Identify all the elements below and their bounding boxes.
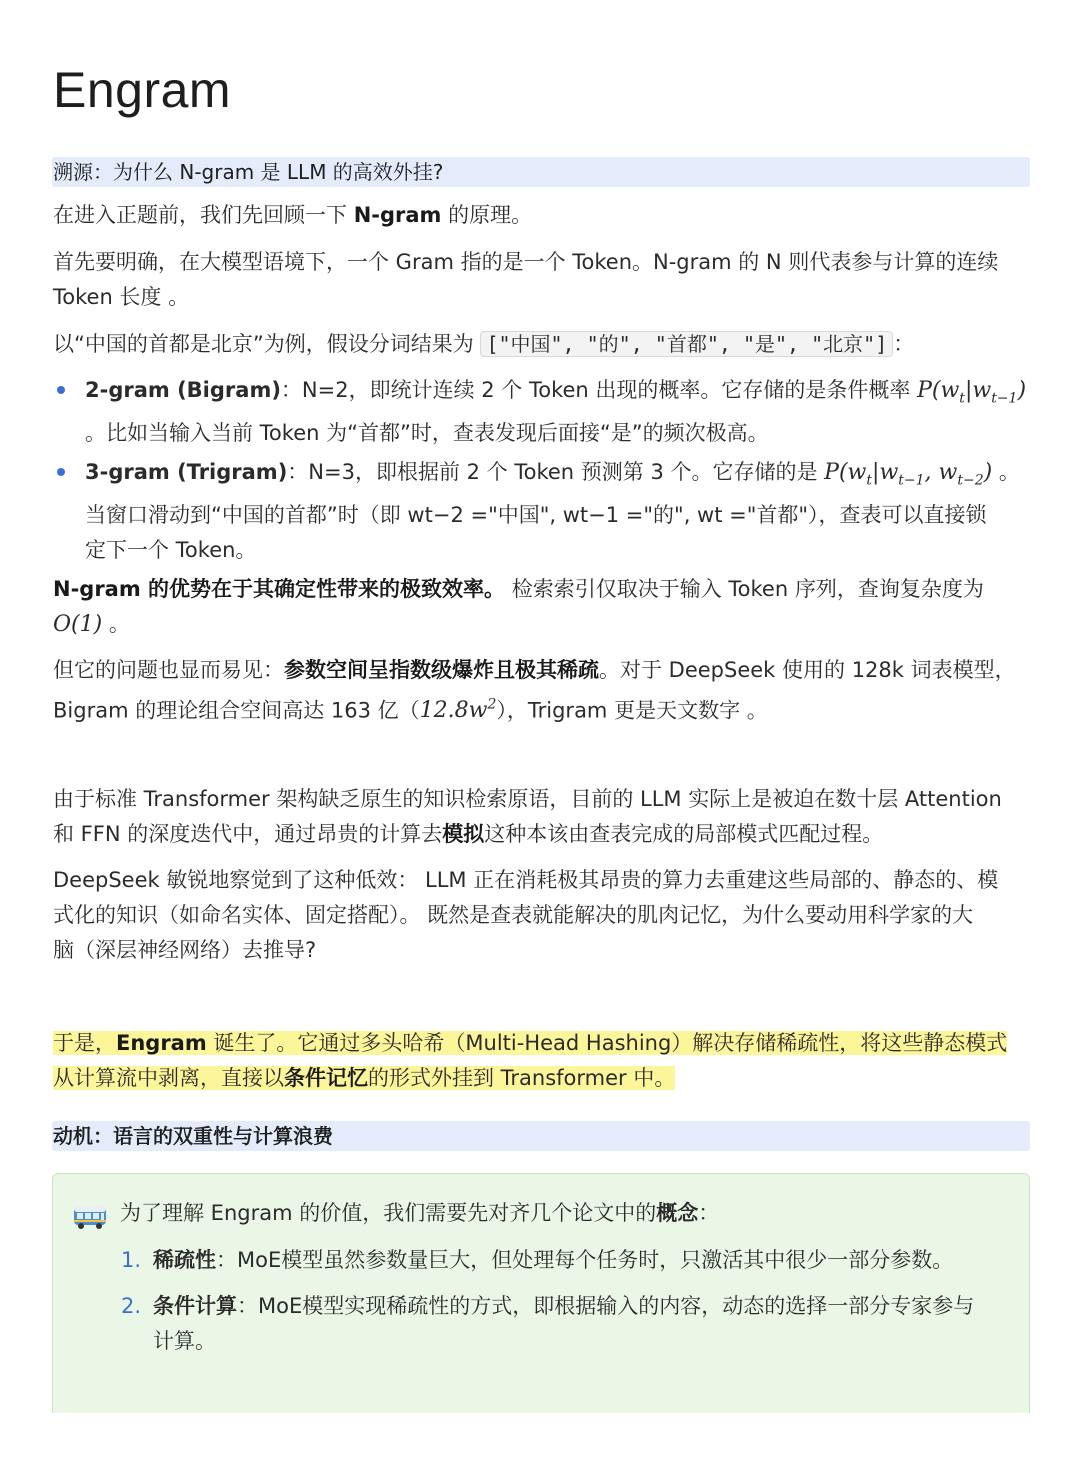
bus-icon xyxy=(73,1204,107,1230)
section-heading-origin: 溯源：为什么 N-gram 是 LLM 的高效外挂? xyxy=(52,157,1030,187)
list-number: 2. xyxy=(121,1294,142,1318)
page-bottom-edge xyxy=(0,1413,1080,1457)
paragraph-ngram-advantage: N-gram 的优势在于其确定性带来的极致效率。 检索索引仅取决于输入 Token 序列，查询复杂度为 O(1) 。 xyxy=(53,577,984,637)
list-item-sparsity: 稀疏性：MoE模型虽然参数量巨大，但处理每个任务时，只激活其中很少一部分参数。 xyxy=(153,1248,954,1272)
paragraph-intro: 在进入正题前，我们先回顾一下 N-gram 的原理。 xyxy=(53,203,533,227)
math-trigram-prob: $P(w_t|w_{t-1}$, $w_{t-2}$) xyxy=(824,460,993,489)
inline-code-tokens: ["中国", "的", "首都", "是", "北京"] xyxy=(480,331,893,357)
paragraph-gram-definition: 首先要明确，在大模型语境下，一个 Gram 指的是一个 Token。N-gram 的 N 则代表参与计算的连续 Token 长度 。 xyxy=(53,250,999,309)
paragraph-example: 以“中国的首都是北京”为例，假设分词结果为 ["中国", "的", "首都", "是", "北京"] ： xyxy=(53,332,915,356)
list-number: 1. xyxy=(121,1248,142,1272)
math-bigram-prob: $P(w_t|w_{t-1})$ xyxy=(917,378,1027,407)
bullet-trigram: 3-gram (Trigram)：N=3，即根据前 2 个 Token 预测第 3 个。它存储的是 $P(w_t|w_{t-1}$, $w_{t-2}$) 。 当窗口滑动到“中国的首都”时（即 wt−2 ="中国", wt−1 ="的", wt ="首都"），查表可以直接锁 定下一个 Token。 xyxy=(85,460,1020,563)
math-complexity: O(1) xyxy=(53,612,103,637)
paragraph-transformer: 由于标准 Transformer 架构缺乏原生的知识检索原语，目前的 LLM 实际上是被迫在数十层 Attention 和 FFN 的深度迭代中，通过昂贵的计算去模拟这种本该由查表完成的局部模式匹配过程。 xyxy=(53,787,1002,846)
paragraph-ngram-problem: 但它的问题也显而易见：参数空间呈指数级爆炸且极其稀疏。对于 DeepSeek 使用的 128k 词表模型， Bigram 的理论组合空间高达 163 亿$(12.8w^2)$，Trigram 更是天文数字 。 xyxy=(53,658,1016,724)
math-combination-space: $12.8w^2$ xyxy=(419,697,497,724)
list-item-conditional-compute: 条件计算：MoE模型实现稀疏性的方式，即根据输入的内容，动态的选择一部分专家参与 计算。 xyxy=(153,1294,975,1353)
section-heading-motivation: 动机：语言的双重性与计算浪费 xyxy=(52,1121,1030,1151)
bullet-dot xyxy=(57,386,65,394)
bullet-bigram: 2-gram (Bigram)：N=2，即统计连续 2 个 Token 出现的概率。它存储的是条件概率 $P(w_t|w_{t-1})$ 。比如当输入当前 Token 为“首都”时，查表发现后面接“是”的频次极高。 xyxy=(85,378,1027,446)
paragraph-deepseek-insight: DeepSeek 敏锐地察觉到了这种低效： LLM 正在消耗极其昂贵的算力去重建这些局部的、静态的、模 式化的知识（如命名实体、固定搭配）。 既然是查表就能解决的肌肉记忆，为什么要动用科学家的大 脑（深层神经网络）去推导? xyxy=(53,868,999,962)
page-title: Engram xyxy=(53,62,232,118)
callout-box xyxy=(52,1173,1030,1423)
paragraph-engram-highlight: 于是，Engram 诞生了。它通过多头哈希（Multi-Head Hashing）解决存储稀疏性，将这些静态模式 从计算流中剥离，直接以条件记忆的形式外挂到 Transformer 中。 xyxy=(53,1031,1008,1090)
bullet-dot xyxy=(57,468,65,476)
callout-intro: 为了理解 Engram 的价值，我们需要先对齐几个论文中的概念： xyxy=(120,1201,720,1225)
